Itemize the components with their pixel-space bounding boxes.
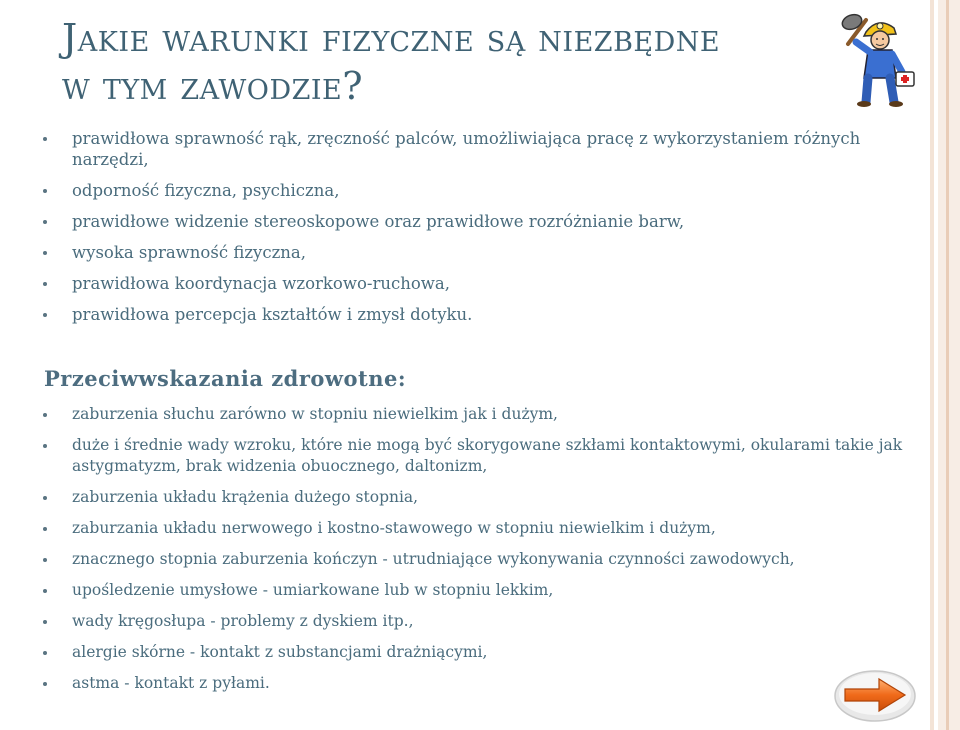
bullet-icon (43, 220, 47, 224)
contraindications-list (0, 404, 930, 704)
slide-title-line-2: w tym zawodzie? (62, 64, 364, 108)
bullet-icon (43, 282, 47, 286)
list-item (0, 642, 930, 663)
list-item-text: prawidłowa percepcja kształtów i zmysł dotyku. (72, 305, 473, 324)
edge-stripe (946, 0, 949, 730)
list-item-text: wysoka sprawność fizyczna, (72, 243, 306, 262)
list-item-text: astma - kontakt z pyłami. (72, 674, 270, 692)
list-item-text: zaburzenia układu krążenia dużego stopnia, (72, 488, 419, 506)
list-item (0, 611, 930, 632)
list-item (0, 673, 930, 694)
bullet-icon (43, 444, 47, 448)
list-item (0, 404, 930, 425)
slide-title-line-1: Jakie warunki fizyczne są niezbędne (62, 16, 721, 60)
bullet-icon (43, 651, 47, 655)
bullet-icon (43, 496, 47, 500)
list-item (0, 128, 930, 170)
list-item-text: prawidłowa sprawność rąk, zręczność palców, umożliwiająca pracę z wykorzystaniem różnych narzędzi, (72, 129, 861, 169)
bullet-icon (43, 413, 47, 417)
list-item-text: prawidłowe widzenie stereoskopowe oraz prawidłowe rozróżnianie barw, (72, 212, 685, 231)
list-item (0, 273, 930, 294)
bullet-icon (43, 589, 47, 593)
contraindications-heading: Przeciwwskazania zdrowotne: (44, 366, 407, 391)
bullet-icon (43, 251, 47, 255)
bullet-icon (43, 189, 47, 193)
list-item (0, 242, 930, 263)
list-item-text: alergie skórne - kontakt z substancjami drażniącymi, (72, 643, 488, 661)
list-item-text: zaburzania układu nerwowego i kostno-stawowego w stopniu niewielkim i dużym, (72, 519, 716, 537)
bullet-icon (43, 527, 47, 531)
list-item-text: prawidłowa koordynacja wzorkowo-ruchowa, (72, 274, 451, 293)
list-item-text: zaburzenia słuchu zarówno w stopniu niewielkim jak i dużym, (72, 405, 558, 423)
miner-illustration (836, 12, 920, 108)
requirements-list (0, 128, 930, 335)
bullet-icon (43, 313, 47, 317)
list-item-text: duże i średnie wady wzroku, które nie mogą być skorygowane szkłami kontaktowymi, okularami takie jak astygmatyzm, brak widzenia obuocznego, daltonizm, (72, 436, 903, 475)
next-arrow-icon[interactable] (833, 668, 917, 722)
list-item-text: upośledzenie umysłowe - umiarkowane lub w stopniu lekkim, (72, 581, 554, 599)
list-item (0, 487, 930, 508)
list-item (0, 211, 930, 232)
edge-stripe (930, 0, 934, 730)
list-item (0, 180, 930, 201)
list-item-text: wady kręgosłupa - problemy z dyskiem itp., (72, 612, 414, 630)
list-item (0, 549, 930, 570)
slide-title (62, 14, 822, 110)
list-item (0, 435, 930, 477)
list-item-text: odporność fizyczna, psychiczna, (72, 181, 340, 200)
bullet-icon (43, 137, 47, 141)
list-item (0, 518, 930, 539)
edge-stripe (938, 0, 960, 730)
bullet-icon (43, 558, 47, 562)
bullet-icon (43, 682, 47, 686)
list-item (0, 580, 930, 601)
bullet-icon (43, 620, 47, 624)
list-item (0, 304, 930, 325)
list-item-text: znacznego stopnia zaburzenia kończyn - utrudniające wykonywania czynności zawodowych, (72, 550, 795, 568)
